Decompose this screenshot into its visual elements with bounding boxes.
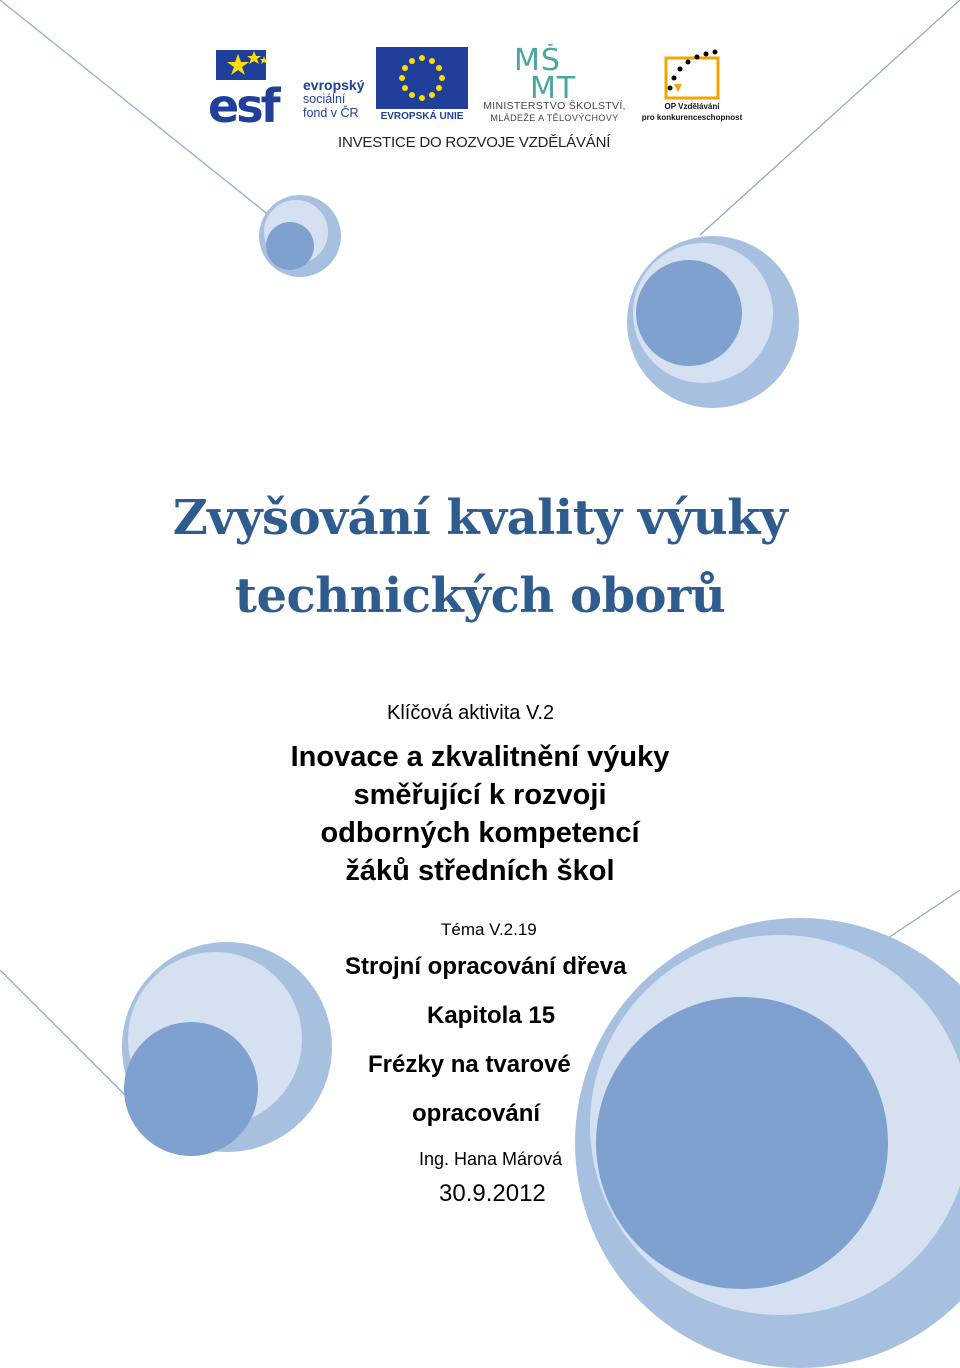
topic-label: Téma V.2.19 — [441, 920, 537, 939]
esf-mark-icon — [208, 46, 298, 126]
title-line2: technických oborů — [234, 568, 726, 624]
msmt-logo — [472, 44, 637, 124]
svg-text:MŠ: MŠ — [514, 44, 561, 78]
decor-circle-big-core — [596, 997, 888, 1289]
esf-logo — [208, 46, 368, 126]
title-line1: Zvyšování kvality výuky — [172, 490, 788, 546]
esf-line3: fond v ČR — [303, 106, 359, 120]
author-name: Ing. Hana Márová — [419, 1149, 563, 1169]
esf-line1: evropský — [303, 77, 365, 93]
decor-circle-left-core — [124, 1022, 258, 1156]
activity-heading-line3: odborných kompetencí — [320, 817, 640, 849]
decor-circle-small-core — [266, 222, 314, 270]
document-date: 30.9.2012 — [439, 1180, 546, 1207]
header-tagline: INVESTICE DO ROZVOJE VZDĚLÁVÁNÍ — [338, 134, 611, 151]
esf-line2: sociální — [303, 92, 346, 106]
eu-logo — [376, 47, 468, 123]
msmt-line1: MINISTERSTVO ŠKOLSTVÍ, — [483, 100, 626, 112]
msmt-line2: MLÁDEŽE A TĚLOVÝCHOVY — [490, 113, 619, 123]
msmt-mark-icon — [510, 44, 600, 100]
activity-heading-line1: Inovace a zkvalitnění výuky — [290, 741, 670, 773]
topic-name: Strojní opracování dřeva — [345, 953, 627, 980]
chapter-title-line2: opracování — [412, 1100, 541, 1127]
svg-text:esf: esf — [208, 79, 278, 126]
eu-caption: EVROPSKÁ UNIE — [380, 111, 464, 122]
chapter-label: Kapitola 15 — [427, 1002, 556, 1029]
svg-text:MT: MT — [530, 71, 577, 100]
op-line2: pro konkurenceschopnost — [641, 113, 743, 122]
op-logo — [640, 44, 744, 124]
op-mark-icon — [660, 44, 724, 100]
activity-label: Klíčová aktivita V.2 — [387, 702, 555, 724]
chapter-title-line1: Frézky na tvarové — [368, 1051, 571, 1078]
op-line1: OP Vzdělávání — [664, 102, 720, 111]
esf-text — [303, 78, 364, 120]
activity-heading-line4: žáků středních škol — [345, 855, 615, 887]
eu-flag-icon — [376, 47, 468, 109]
activity-heading-line2: směřující k rozvoji — [353, 779, 607, 811]
decor-circle-top-core — [636, 260, 742, 366]
